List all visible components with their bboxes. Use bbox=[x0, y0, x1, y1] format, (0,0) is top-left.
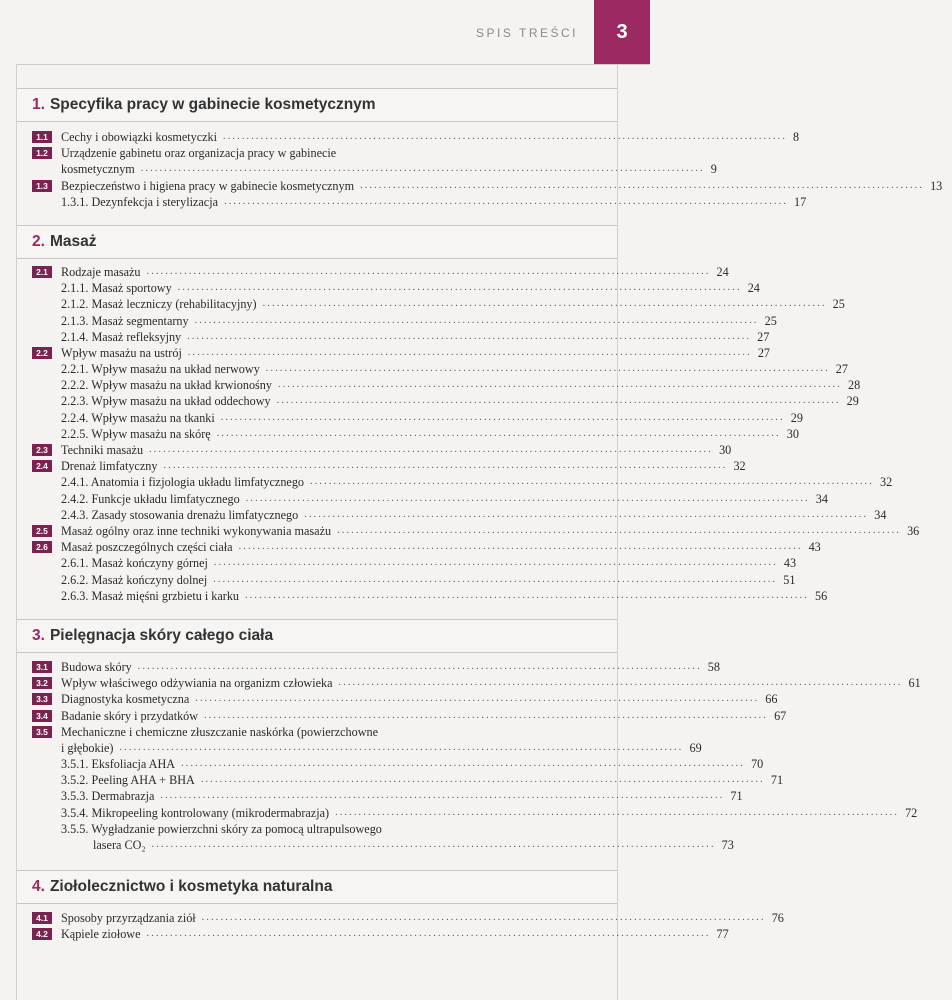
entry-title: Kąpiele ziołowe bbox=[61, 927, 141, 942]
dot-leader: ........................................................................................................................ bbox=[187, 346, 752, 358]
dot-leader: ........................................................................................................................ bbox=[216, 427, 781, 439]
entry-title: 2.4.3. Zasady stosowania drenażu limfatycznego bbox=[61, 507, 299, 522]
dot-leader: ........................................................................................................................ bbox=[187, 330, 752, 342]
dot-leader: ........................................................................................................................ bbox=[338, 677, 903, 689]
dot-leader: ........................................................................................................................ bbox=[204, 709, 769, 721]
entry-title: Cechy i obowiązki kosmetyczki bbox=[61, 129, 218, 144]
entry-title: 2.1.2. Masaż leczniczy (rehabilitacyjny) bbox=[61, 297, 257, 312]
dot-leader: ........................................................................................................................ bbox=[181, 758, 746, 770]
dot-leader: ........................................................................................................................ bbox=[200, 774, 765, 786]
toc-entry[interactable] bbox=[17, 926, 729, 942]
entry-title: 2.6.3. Masaż mięśni grzbietu i karku bbox=[61, 588, 240, 603]
toc-entry[interactable] bbox=[17, 756, 764, 772]
entry-title: Masaż poszczególnych części ciała bbox=[61, 540, 233, 555]
entry-title: Techniki masażu bbox=[61, 443, 144, 458]
chapter-badge: 2.6 bbox=[32, 541, 52, 553]
toc-entry[interactable] bbox=[17, 161, 717, 177]
entry-title: Badanie skóry i przydatków bbox=[61, 708, 199, 723]
entry-title: Wpływ masażu na ustrój bbox=[61, 345, 182, 360]
entry-title: 3.5.4. Mikropeeling kontrolowany (mikrodermabrazja) bbox=[61, 805, 330, 820]
toc-entry[interactable] bbox=[17, 740, 702, 756]
toc-entry[interactable] bbox=[17, 724, 617, 740]
toc-entry[interactable] bbox=[17, 910, 784, 926]
entry-title: Drenaż limfatyczny bbox=[61, 459, 158, 474]
toc-entry[interactable] bbox=[17, 426, 799, 442]
entry-page-number: 58 bbox=[707, 659, 720, 674]
chapter-badge: 3.3 bbox=[32, 693, 52, 705]
chapter-badge: 3.5 bbox=[32, 726, 52, 738]
toc-entry[interactable] bbox=[17, 708, 787, 724]
entry-title: Mechaniczne i chemiczne złuszczanie naskórka (powierzchowne bbox=[61, 724, 379, 739]
entry-title: Budowa skóry bbox=[61, 659, 132, 674]
dot-leader: ........................................................................................................................ bbox=[160, 790, 725, 802]
toc-entry[interactable] bbox=[17, 691, 778, 707]
entry-title: 3.5.5. Wygładzanie powierzchni skóry za pomocą ultrapulsowego bbox=[61, 821, 382, 836]
toc-entry[interactable] bbox=[17, 394, 859, 410]
dot-leader: ........................................................................................................................ bbox=[137, 660, 702, 672]
toc-entry[interactable] bbox=[17, 507, 887, 523]
toc-entry[interactable] bbox=[17, 313, 777, 329]
dot-leader: ........................................................................................................................ bbox=[310, 476, 875, 488]
toc-entry[interactable] bbox=[17, 675, 921, 691]
toc-entry[interactable] bbox=[17, 772, 784, 788]
toc-entry[interactable] bbox=[17, 458, 746, 474]
entry-page-number: 29 bbox=[790, 410, 803, 425]
dot-leader: ........................................................................................................................ bbox=[140, 163, 705, 175]
toc-entry[interactable] bbox=[17, 194, 807, 210]
table-of-contents bbox=[16, 64, 943, 1000]
entry-title: 2.1.3. Masaż segmentarny bbox=[61, 313, 189, 328]
dot-leader: ........................................................................................................................ bbox=[146, 265, 711, 277]
toc-entry[interactable] bbox=[17, 361, 848, 377]
chapter-badge: 2.4 bbox=[32, 460, 52, 472]
entry-page-number: 25 bbox=[832, 297, 845, 312]
toc-entry[interactable] bbox=[17, 178, 943, 194]
toc-entry[interactable] bbox=[17, 129, 800, 145]
section-title: Specyfika pracy w gabinecie kosmetycznym bbox=[49, 96, 376, 113]
entry-title: lasera CO₂ bbox=[93, 838, 146, 853]
section-number: 2. bbox=[32, 233, 45, 250]
entry-title: Bezpieczeństwo i higiena pracy w gabinecie kosmetycznym bbox=[61, 178, 355, 193]
section-entries bbox=[17, 910, 784, 942]
dot-leader: ........................................................................................................................ bbox=[304, 508, 869, 520]
dot-leader: ........................................................................................................................ bbox=[245, 589, 810, 601]
entry-title: 2.4.2. Funkcje układu limfatycznego bbox=[61, 491, 240, 506]
entry-title: 2.6.2. Masaż kończyny dolnej bbox=[61, 572, 208, 587]
dot-leader: ........................................................................................................................ bbox=[335, 806, 900, 818]
entry-page-number: 73 bbox=[721, 838, 734, 853]
entry-title: 3.5.2. Peeling AHA + BHA bbox=[61, 773, 195, 788]
dot-leader: ........................................................................................................................ bbox=[265, 363, 830, 375]
toc-entry[interactable] bbox=[17, 296, 845, 312]
dot-leader: ........................................................................................................................ bbox=[220, 411, 785, 423]
chapter-badge: 4.2 bbox=[32, 928, 52, 940]
section-number: 4. bbox=[32, 878, 45, 895]
entry-title: 2.1.1. Masaż sportowy bbox=[61, 281, 172, 296]
entry-title: 1.3.1. Dezynfekcja i sterylizacja bbox=[61, 194, 219, 209]
entry-title: 2.4.1. Anatomia i fizjologia układu limfatycznego bbox=[61, 475, 305, 490]
chapter-badge: 2.3 bbox=[32, 444, 52, 456]
entry-title: 2.2.2. Wpływ masażu na układ krwionośny bbox=[61, 378, 272, 393]
dot-leader: ........................................................................................................................ bbox=[146, 928, 711, 940]
chapter-badge: 4.1 bbox=[32, 912, 52, 924]
entry-title: 2.2.1. Wpływ masażu na układ nerwowy bbox=[61, 362, 260, 377]
entry-page-number: 43 bbox=[808, 540, 821, 555]
entry-page-number: 30 bbox=[786, 426, 799, 441]
toc-entry[interactable] bbox=[17, 329, 770, 345]
toc-entry[interactable] bbox=[17, 837, 734, 853]
dot-leader: ........................................................................................................................ bbox=[238, 541, 803, 553]
toc-entry[interactable] bbox=[17, 539, 821, 555]
entry-title: 2.6.1. Masaż kończyny górnej bbox=[61, 556, 208, 571]
toc-entry[interactable] bbox=[17, 805, 918, 821]
toc-entry[interactable] bbox=[17, 523, 920, 539]
entry-title: kosmetycznym bbox=[61, 162, 135, 177]
entry-page-number: 24 bbox=[747, 281, 760, 296]
entry-page-number: 27 bbox=[835, 362, 848, 377]
section-entries bbox=[17, 264, 920, 604]
entry-page-number: 32 bbox=[733, 459, 746, 474]
toc-entry[interactable] bbox=[17, 659, 720, 675]
chapter-badge: 2.1 bbox=[32, 266, 52, 278]
chapter-badge: 2.5 bbox=[32, 525, 52, 537]
entry-page-number: 51 bbox=[783, 572, 796, 587]
toc-entry[interactable] bbox=[17, 588, 828, 604]
toc-entry[interactable] bbox=[17, 572, 796, 588]
entry-page-number: 17 bbox=[794, 194, 807, 209]
toc-entry[interactable] bbox=[17, 377, 861, 393]
dot-leader: ........................................................................................................................ bbox=[177, 282, 742, 294]
dot-leader: ........................................................................................................................ bbox=[195, 693, 760, 705]
section-title: Masaż bbox=[49, 233, 97, 250]
section-heading[interactable] bbox=[17, 870, 617, 904]
section-heading[interactable] bbox=[17, 225, 617, 259]
entry-title: Diagnostyka kosmetyczna bbox=[61, 692, 190, 707]
toc-entry[interactable] bbox=[17, 491, 828, 507]
entry-title: Urządzenie gabinetu oraz organizacja pracy w gabinecie bbox=[61, 146, 337, 161]
chapter-badge: 3.4 bbox=[32, 710, 52, 722]
entry-page-number: 27 bbox=[757, 345, 771, 360]
chapter-badge: 1.2 bbox=[32, 147, 52, 159]
entry-page-number: 71 bbox=[730, 789, 743, 804]
section-title: Pielęgnacja skóry całego ciała bbox=[49, 627, 274, 644]
entry-title: 2.1.4. Masaż refleksyjny bbox=[61, 329, 182, 344]
page-number-tab: 3 bbox=[594, 0, 650, 64]
entry-page-number: 34 bbox=[815, 491, 828, 506]
entry-page-number: 24 bbox=[716, 264, 729, 279]
dot-leader: ........................................................................................................................ bbox=[194, 314, 759, 326]
chapter-badge: 1.3 bbox=[32, 180, 52, 192]
toc-entry[interactable] bbox=[17, 442, 732, 458]
entry-title: 2.2.3. Wpływ masażu na układ oddechowy bbox=[61, 394, 271, 409]
toc-entry[interactable] bbox=[17, 555, 797, 571]
entry-page-number: 9 bbox=[710, 162, 717, 177]
entry-page-number: 56 bbox=[815, 588, 828, 603]
entry-title: Masaż ogólny oraz inne techniki wykonywania masażu bbox=[61, 523, 332, 538]
dot-leader: ........................................................................................................................ bbox=[360, 179, 925, 191]
entry-page-number: 61 bbox=[908, 676, 921, 691]
entry-page-number: 32 bbox=[880, 475, 893, 490]
entry-title: 3.5.1. Eksfoliacja AHA bbox=[61, 757, 176, 772]
section-entries bbox=[17, 129, 943, 210]
toc-entry[interactable] bbox=[17, 345, 771, 361]
dot-leader: ........................................................................................................................ bbox=[119, 741, 684, 753]
entry-page-number: 70 bbox=[751, 757, 764, 772]
entry-page-number: 43 bbox=[783, 556, 797, 571]
dot-leader: ........................................................................................................................ bbox=[163, 460, 728, 472]
entry-title: i głębokie) bbox=[61, 740, 114, 755]
entry-page-number: 67 bbox=[774, 708, 787, 723]
toc-entry[interactable] bbox=[17, 410, 803, 426]
entry-page-number: 69 bbox=[689, 740, 702, 755]
entry-page-number: 36 bbox=[907, 523, 920, 538]
dot-leader: ........................................................................................................................ bbox=[213, 557, 778, 569]
dot-leader: ........................................................................................................................ bbox=[262, 298, 827, 310]
entry-page-number: 28 bbox=[848, 378, 861, 393]
toc-entry[interactable] bbox=[17, 821, 617, 837]
toc-entry[interactable] bbox=[17, 264, 729, 280]
toc-entry[interactable] bbox=[17, 789, 743, 805]
entry-title: 2.2.5. Wpływ masażu na skórę bbox=[61, 426, 211, 441]
dot-leader: ........................................................................................................................ bbox=[149, 444, 714, 456]
entry-page-number: 13 bbox=[930, 178, 943, 193]
entry-page-number: 76 bbox=[771, 910, 784, 925]
entry-title: Wpływ właściwego odżywiania na organizm człowieka bbox=[61, 676, 333, 691]
dot-leader: ........................................................................................................................ bbox=[276, 395, 841, 407]
entry-page-number: 71 bbox=[770, 773, 784, 788]
toc-entry[interactable] bbox=[17, 474, 893, 490]
section-heading[interactable] bbox=[17, 619, 617, 653]
section-heading[interactable] bbox=[17, 88, 617, 122]
dot-leader: ........................................................................................................................ bbox=[223, 130, 788, 142]
entry-page-number: 30 bbox=[719, 443, 732, 458]
entry-page-number: 29 bbox=[846, 394, 859, 409]
chapter-badge: 2.2 bbox=[32, 347, 52, 359]
chapter-badge: 3.1 bbox=[32, 661, 52, 673]
dot-leader: ........................................................................................................................ bbox=[245, 492, 810, 504]
entry-title: 2.2.4. Wpływ masażu na tkanki bbox=[61, 410, 215, 425]
section-title: Ziołolecznictwo i kosmetyka naturalna bbox=[49, 878, 333, 895]
chapter-badge: 1.1 bbox=[32, 131, 52, 143]
dot-leader: ........................................................................................................................ bbox=[278, 379, 842, 391]
header-label: SPIS TREŚCI bbox=[476, 26, 578, 40]
dot-leader: ........................................................................................................................ bbox=[151, 839, 716, 851]
dot-leader: ........................................................................................................................ bbox=[201, 911, 766, 923]
section-number: 1. bbox=[32, 96, 45, 113]
entry-page-number: 27 bbox=[757, 329, 770, 344]
dot-leader: ........................................................................................................................ bbox=[337, 524, 902, 536]
entry-title: Sposoby przyrządzania ziół bbox=[61, 910, 196, 925]
chapter-badge: 3.2 bbox=[32, 677, 52, 689]
entry-page-number: 8 bbox=[793, 129, 800, 144]
entry-page-number: 72 bbox=[905, 805, 918, 820]
entry-title: 3.5.3. Dermabrazja bbox=[61, 789, 155, 804]
toc-entry[interactable] bbox=[17, 280, 760, 296]
entry-page-number: 25 bbox=[764, 313, 777, 328]
entry-title: Rodzaje masażu bbox=[61, 264, 141, 279]
section-entries bbox=[17, 659, 921, 853]
entry-page-number: 77 bbox=[716, 927, 729, 942]
dot-leader: ........................................................................................................................ bbox=[213, 573, 778, 585]
section-number: 3. bbox=[32, 627, 45, 644]
toc-entry[interactable] bbox=[17, 145, 617, 161]
entry-page-number: 34 bbox=[874, 507, 887, 522]
dot-leader: ........................................................................................................................ bbox=[224, 195, 789, 207]
entry-page-number: 66 bbox=[765, 692, 778, 707]
